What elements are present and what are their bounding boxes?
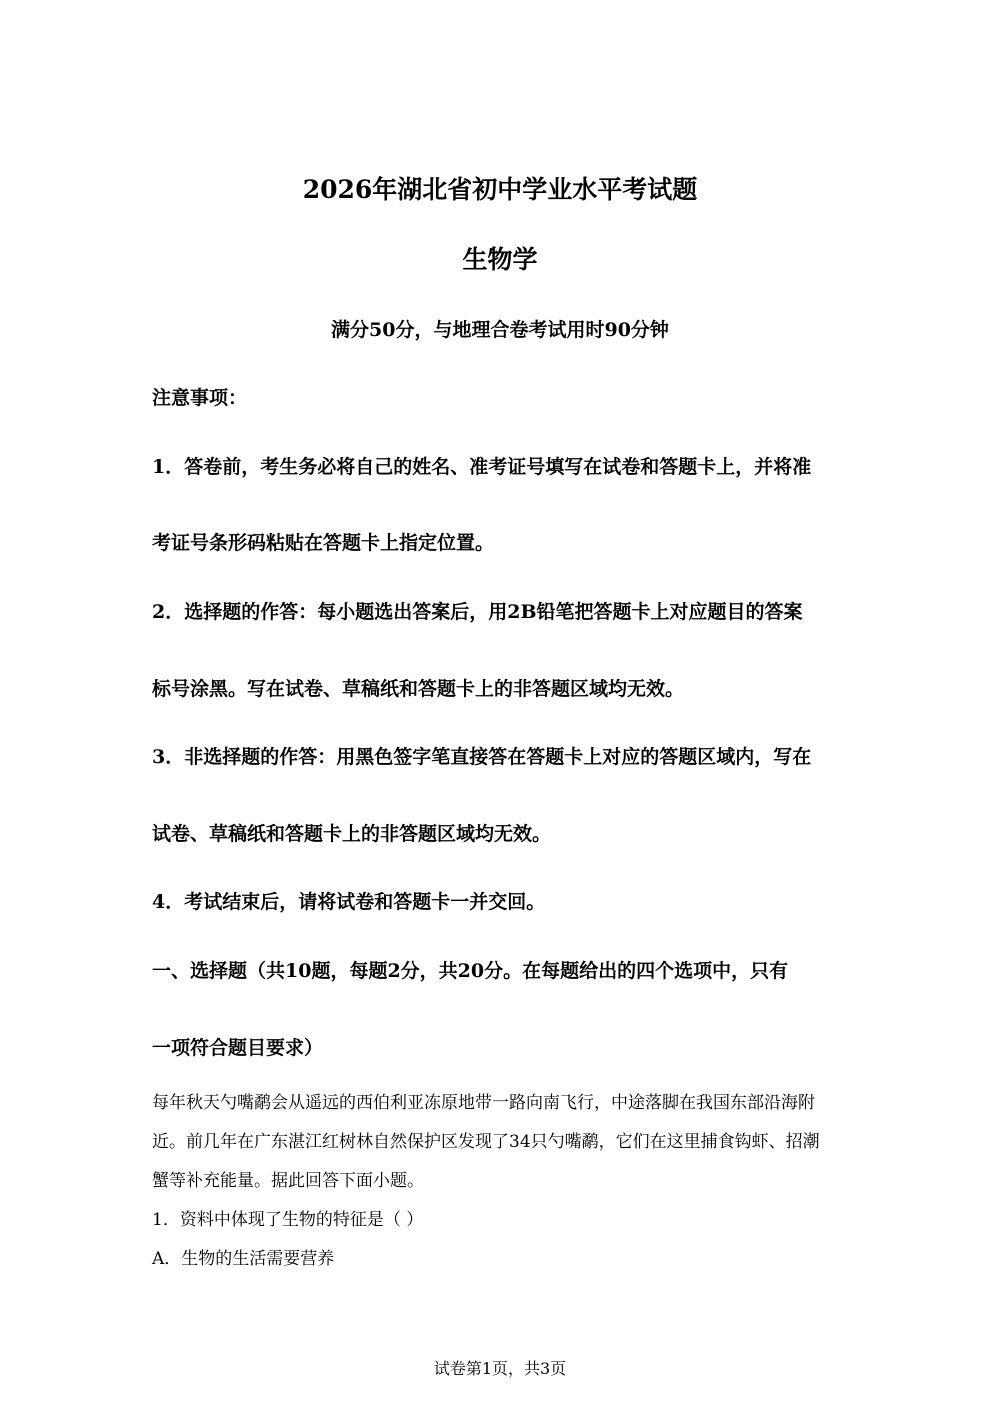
notice-item-3-line-2: 试卷、草稿纸和答题卡上的非答题区域均无效。 xyxy=(152,823,552,845)
passage-line-2: 近。前几年在广东湛江红树林自然保护区发现了34只勺嘴鹬，它们在这里捕食钩虾、招潮 xyxy=(152,1132,820,1152)
subject-title: 生物学 xyxy=(462,245,538,274)
section-1-heading-line-2: 一项符合题目要求） xyxy=(152,1037,324,1059)
notice-item-4: 4．考试结束后，请将试卷和答题卡一并交回。 xyxy=(152,891,546,913)
notice-item-1-line-2: 考证号条形码粘贴在答题卡上指定位置。 xyxy=(152,532,495,554)
notice-item-1-line-1: 1．答卷前，考生务必将自己的姓名、准考证号填写在试卷和答题卡上，并将准 xyxy=(152,456,812,478)
score-info: 满分50分，与地理合卷考试用时90分钟 xyxy=(331,319,669,341)
passage-line-1: 每年秋天勺嘴鹬会从遥远的西伯利亚冻原地带一路向南飞行，中途落脚在我国东部沿海附 xyxy=(152,1093,815,1113)
notice-item-2-line-2: 标号涂黑。写在试卷、草稿纸和答题卡上的非答题区域均无效。 xyxy=(152,678,685,700)
page-footer: 试卷第1页，共3页 xyxy=(433,1359,567,1378)
passage-line-3: 蟹等补充能量。据此回答下面小题。 xyxy=(152,1171,424,1191)
section-1-heading-line-1: 一、选择题（共10题，每题2分，共20分。在每题给出的四个选项中，只有 xyxy=(152,960,789,982)
notice-item-3-line-1: 3．非选择题的作答：用黑色签字笔直接答在答题卡上对应的答题区域内，写在 xyxy=(152,746,812,768)
notice-item-2-line-1: 2．选择题的作答：每小题选出答案后，用2B铅笔把答题卡上对应题目的答案 xyxy=(152,601,803,623)
question-1-stem: 1．资料中体现了生物的特征是（ ） xyxy=(152,1210,424,1230)
notice-heading: 注意事项： xyxy=(152,387,248,409)
exam-title: 2026年湖北省初中学业水平考试题 xyxy=(302,175,698,204)
question-1-option-a: A．生物的生活需要营养 xyxy=(152,1249,335,1269)
